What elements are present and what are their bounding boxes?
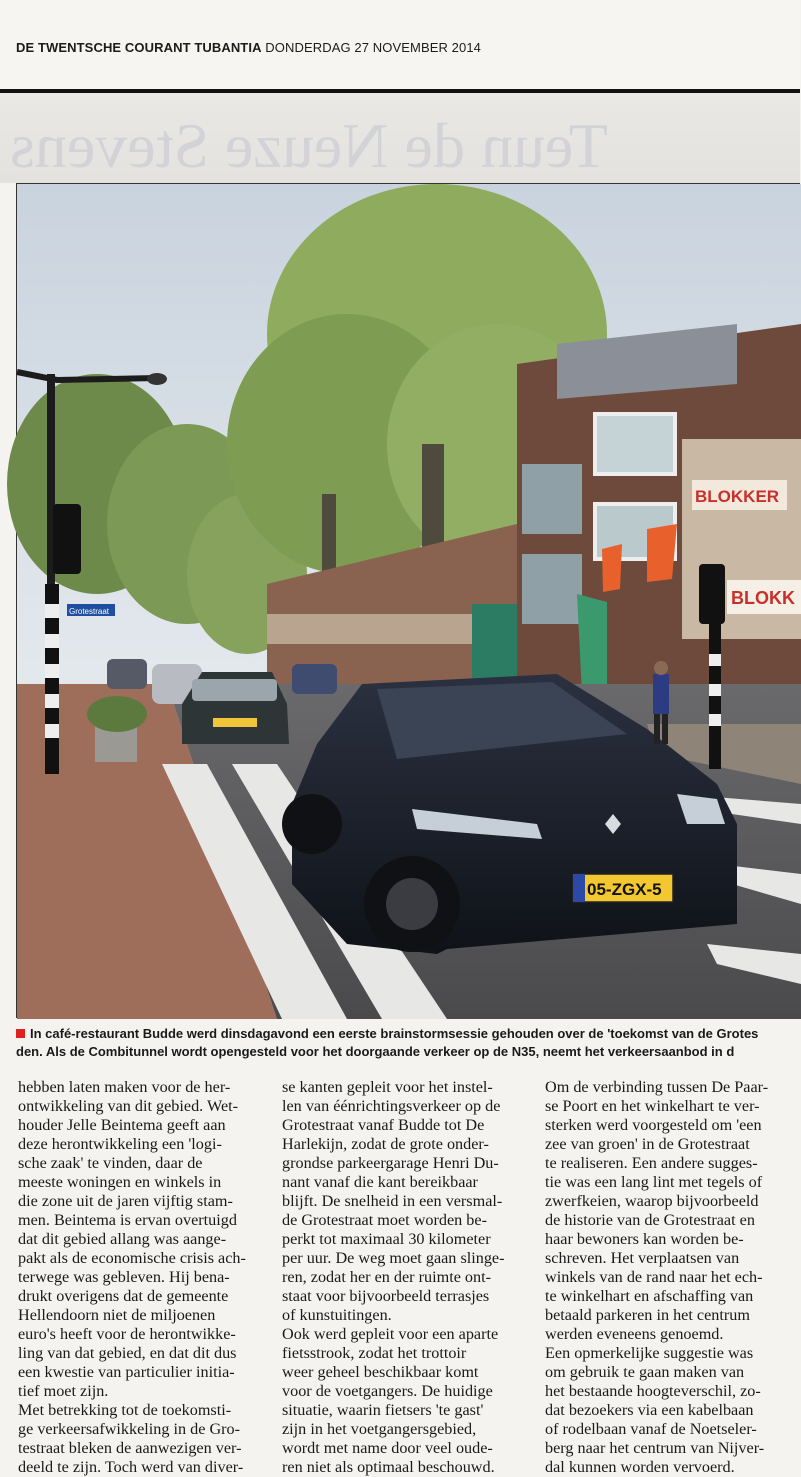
photo-caption xyxy=(16,1025,800,1061)
article-paragraph: hebben laten maken voor de her- ontwikkeling van dit gebied. Wet- houder Jelle Beintema geeft aan deze herontwikkeling een 'logi- sche zaak' te vinden, daar de meeste woningen en winkels in die zone uit de jaren vijftig stam- men. Beintema is ervan overtuigd dat dit gebied allang was aange- pakt als de economische crisis ach- terwege was gebleven. Hij bena- drukt overigens dat de gemeente Hellendoorn niet de miljoenen euro's heeft voor de herontwikke- ling van dat gebied, en dat dit dus een kwestie van particulier initia- tief moet zijn. xyxy=(18,1078,246,1400)
bleed-through-band xyxy=(0,93,800,183)
blokker-sign-lower: BLOKK xyxy=(731,588,795,608)
article-column-2 xyxy=(282,1078,522,1476)
article-paragraph: Een opmerkelijke suggestie was om gebruik te gaan maken van het bestaande hoogteverschil, zo- dat bezoekers via een kabelbaan of rodelbaan vanaf de Noetseler- berg naar het centrum van Nijver- dal kunnen worden vervoerd. xyxy=(545,1344,765,1476)
masthead xyxy=(16,40,481,55)
article-paragraph: Om de verbinding tussen De Paar- se Poort en het winkelhart te ver- sterken werd voorgesteld om 'een zee van groen' in de Grotestraat te realiseren. Een andere sugges- tie was een lang lint met tegels of zwerfkeien, waarop bijvoorbeeld de historie van de Grotestraat en haar bewoners kan worden be- schreven. Het verplaatsen van winkels van de rand naar het ech- te winkelhart en afschaffing van betaald parkeren in het centrum werden eveneens genoemd. xyxy=(545,1078,769,1343)
caption-line-2: den. Als de Combitunnel wordt opengesteld voor het doorgaande verkeer op de N35, neemt het verkeersaanbod in d xyxy=(16,1044,735,1059)
article-paragraph: Met betrekking tot de toekomsti- ge verkeersafwikkeling in de Gro- testraat bleken de aanwezigen ver- deeld te zijn. Toch werd van diver- xyxy=(18,1401,244,1476)
street-photo xyxy=(16,183,800,1018)
article-paragraph: se kanten gepleit voor het instel- len van éénrichtingsverkeer op de Grotestraat vanaf Budde tot De Harlekijn, zodat de grote onder- grondse parkeergarage Henri Du- nant vanaf die kant bereikbaar blijft. De snelheid in een versmal- de Grotestraat moet worden be- perkt tot maximaal 30 kilometer per uur. De weg moet gaan slinge- ren, zodat her en der ruimte ont- staat voor bijvoorbeeld terrasjes of kunstuitingen. xyxy=(282,1078,505,1324)
caption-line-1: In café-restaurant Budde werd dinsdagavond een eerste brainstormsessie gehouden over de 'toekomst van de Grotes xyxy=(16,1025,800,1043)
article-column-1 xyxy=(18,1078,258,1476)
street-sign: Grotestraat xyxy=(69,607,110,616)
publication-date: DONDERDAG 27 NOVEMBER 2014 xyxy=(265,40,482,55)
page-header xyxy=(0,0,800,90)
article-paragraph: Ook werd gepleit voor een aparte fietsstrook, zodat het trottoir weer geheel beschikbaar komt voor de voetgangers. De huidige situatie, waarin fietsers 'te gast' zijn in het voetgangersgebied, wordt met name door veel oude- ren niet als optimaal beschouwd. xyxy=(282,1325,499,1476)
bleed-through-text: Teun de Neuze Stevens xyxy=(10,110,608,181)
blokker-sign: BLOKKER xyxy=(695,487,780,506)
newspaper-name: DE TWENTSCHE COURANT TUBANTIA xyxy=(16,40,262,55)
caption-bullet-icon xyxy=(16,1029,25,1038)
article-column-3 xyxy=(545,1078,785,1476)
license-plate: 05-ZGX-5 xyxy=(587,880,662,899)
